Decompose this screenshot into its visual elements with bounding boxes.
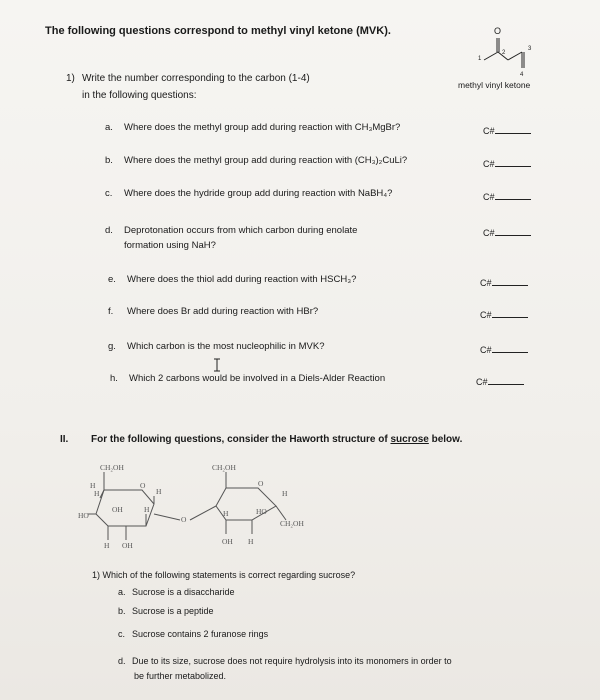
label-h: H xyxy=(90,481,96,490)
subquestion-letter: a. xyxy=(105,122,113,133)
label-ch2oh-fructose: CH₂OH xyxy=(212,463,236,472)
label-oh: OH xyxy=(122,541,133,550)
subquestion-letter: c. xyxy=(105,188,113,199)
subquestion-text: Where does the methyl group add during reaction with CH₃MgBr? xyxy=(124,122,401,133)
label-h: H xyxy=(223,509,229,518)
subquestion-h xyxy=(110,373,385,384)
mcq-option-a[interactable]: a. Sucrose is a disaccharide xyxy=(118,587,235,597)
label-oh: OH xyxy=(222,537,233,546)
mcq-stem: 1) Which of the following statements is correct regarding sucrose? xyxy=(92,570,356,580)
subquestion-letter: f. xyxy=(108,306,114,317)
label-o-glycosidic: O xyxy=(181,515,187,524)
label-h: H xyxy=(282,489,288,498)
subquestion-text: Where does Br add during reaction with HBr? xyxy=(127,306,319,317)
subquestion-e xyxy=(108,274,356,285)
label-o-fructose: O xyxy=(258,479,264,488)
subquestion-letter: g. xyxy=(108,341,116,352)
sucrose-haworth-diagram xyxy=(76,462,366,558)
subquestion-text-line2: formation using NaH? xyxy=(124,240,216,251)
label-h: H xyxy=(248,537,254,546)
subquestion-f xyxy=(108,306,318,317)
mvk-structure-diagram xyxy=(470,16,550,78)
carbon-number-1: 1 xyxy=(478,56,482,62)
label-o-glucose: O xyxy=(140,481,146,490)
subquestion-text: Where does the hydride group add during reaction with NaBH₄? xyxy=(124,188,393,199)
subquestion-letter: d. xyxy=(105,225,113,236)
subquestion-b xyxy=(105,155,407,166)
subquestion-letter: b. xyxy=(105,155,113,166)
mcq-option-d[interactable]: d. Due to its size, sucrose does not require hydrolysis into its monomers in order to be further metabolized. xyxy=(118,656,452,681)
carbon-number-2: 2 xyxy=(502,50,506,56)
label-ho: HO xyxy=(256,507,267,516)
label-ho: HO xyxy=(78,511,89,520)
molecule-name-label: methyl vinyl ketone xyxy=(458,80,531,90)
page-title: The following questions correspond to methyl vinyl ketone (MVK). xyxy=(45,25,391,37)
subquestion-letter: e. xyxy=(108,274,116,285)
answer-blank-g[interactable]: C# xyxy=(480,343,528,355)
answer-blank-b[interactable]: C# xyxy=(483,157,531,169)
section-2-heading: For the following questions, consider the Haworth structure of sucrose below. xyxy=(91,434,463,445)
subquestion-d xyxy=(105,223,357,253)
carbon-number-4: 4 xyxy=(520,72,524,78)
question-1-line2: in the following questions: xyxy=(82,90,197,101)
mcq-option-c[interactable]: c. Sucrose contains 2 furanose rings xyxy=(118,629,269,639)
answer-blank-a[interactable]: C# xyxy=(483,124,531,136)
subquestion-text: Which 2 carbons would be involved in a Diels-Alder Reaction xyxy=(129,373,386,384)
sucrose-underlined: sucrose xyxy=(390,434,429,445)
subquestion-text: Deprotonation occurs from which carbon during enolate xyxy=(124,225,358,236)
subquestion-a xyxy=(105,122,400,133)
answer-blank-e[interactable]: C# xyxy=(480,276,528,288)
text-cursor-icon xyxy=(212,358,222,372)
mcq-option-b[interactable]: b. Sucrose is a peptide xyxy=(118,606,214,616)
oxygen-atom-label: O xyxy=(494,26,502,36)
label-h: H xyxy=(104,541,110,550)
label-ch2oh-fructose-2: CH₂OH xyxy=(280,519,304,528)
subquestion-letter: h. xyxy=(110,373,118,384)
subquestion-c xyxy=(105,188,392,199)
subquestion-text: Which carbon is the most nucleophilic in MVK? xyxy=(127,341,325,352)
answer-blank-f[interactable]: C# xyxy=(480,308,528,320)
label-h: H xyxy=(156,487,162,496)
subquestion-text: Where does the thiol add during reaction with HSCH₃? xyxy=(127,274,357,285)
label-ch2oh-glucose: CH₂OH xyxy=(100,463,124,472)
question-1-number: 1) xyxy=(66,73,75,84)
answer-blank-h[interactable]: C# xyxy=(476,375,524,387)
section-2-numeral: II. xyxy=(60,434,69,445)
answer-blank-d[interactable]: C# xyxy=(483,226,531,238)
label-oh: OH xyxy=(112,505,123,514)
carbon-number-3: 3 xyxy=(528,46,532,52)
subquestion-g xyxy=(108,341,324,352)
question-1-line1: Write the number corresponding to the carbon (1-4) xyxy=(82,73,310,84)
label-h: H xyxy=(144,505,150,514)
subquestion-text: Where does the methyl group add during reaction with (CH₃)₂CuLi? xyxy=(124,155,408,166)
answer-blank-c[interactable]: C# xyxy=(483,190,531,202)
question-1 xyxy=(66,70,310,104)
label-h: H xyxy=(94,489,100,498)
